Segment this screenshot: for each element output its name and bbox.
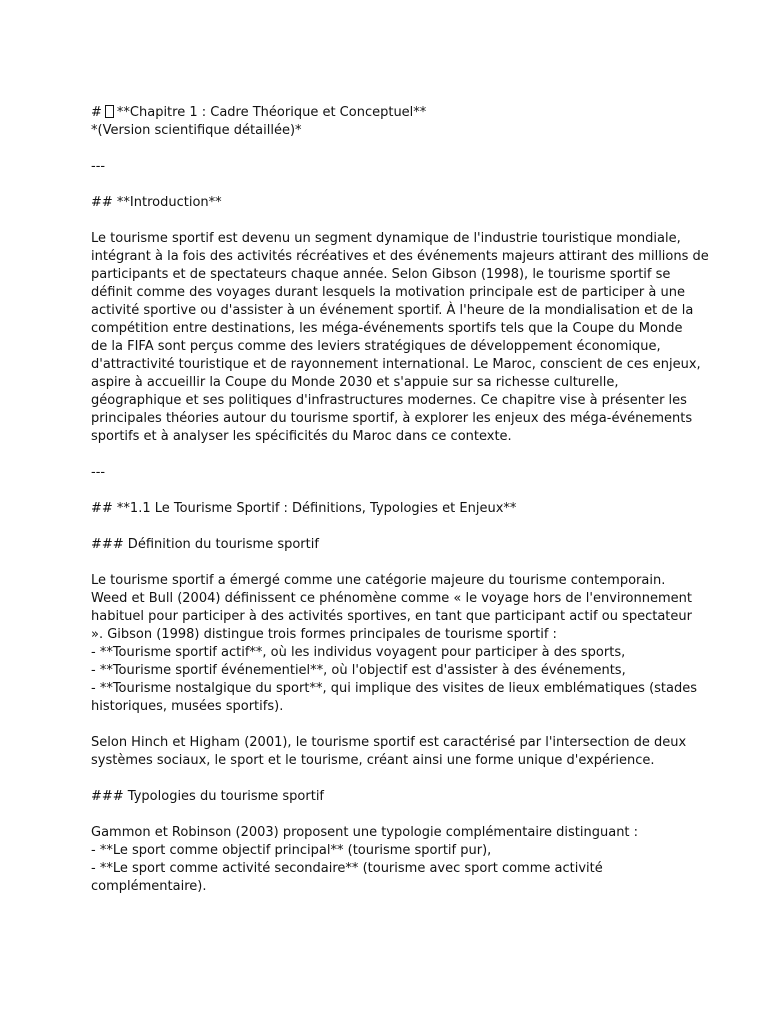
typologies-paragraph bbox=[91, 824, 691, 896]
text-line: activité sportive ou d'assister à un événement sportif. À l'heure de la mondialisation et de la bbox=[91, 303, 694, 318]
text-line: participants et de spectateurs chaque année. Selon Gibson (1998), le tourisme sportif se bbox=[91, 267, 671, 282]
text-line: de la FIFA sont perçus comme des leviers stratégiques de développement économique, bbox=[91, 339, 661, 354]
title-text: **Chapitre 1 : Cadre Théorique et Conceptuel** bbox=[116, 105, 427, 120]
text-line: principales théories autour du tourisme sportif, à explorer les enjeux des méga-événements bbox=[91, 411, 693, 426]
text-line: systèmes sociaux, le sport et le tourisme, créant ainsi une forme unique d'expérience. bbox=[91, 753, 655, 768]
chapter-subtitle: *(Version scientifique détaillée)* bbox=[91, 123, 302, 138]
text-line: intégrant à la fois des activités récréatives et des événements majeurs attirant des millions de bbox=[91, 249, 709, 264]
chapter-title bbox=[91, 104, 691, 122]
definition-paragraph bbox=[91, 572, 698, 716]
section-1-1-heading: ## **1.1 Le Tourisme Sportif : Définitions, Typologies et Enjeux** bbox=[91, 501, 517, 516]
title-prefix: # bbox=[91, 105, 102, 120]
text-line: Weed et Bull (2004) définissent ce phénomène comme « le voyage hors de l'environnement bbox=[91, 591, 692, 606]
introduction-paragraph bbox=[91, 230, 709, 446]
text-line: compétition entre destinations, les méga-événements sportifs tels que la Coupe du Monde bbox=[91, 321, 683, 336]
hinch-higham-paragraph bbox=[91, 734, 691, 770]
introduction-heading: ## **Introduction** bbox=[91, 195, 222, 210]
text-line: ». Gibson (1998) distingue trois formes principales de tourisme sportif : bbox=[91, 627, 557, 642]
list-item: - **Le sport comme activité secondaire** (tourisme avec sport comme activité bbox=[91, 861, 603, 876]
missing-glyph-box-icon bbox=[105, 105, 114, 118]
list-item: - **Tourisme sportif événementiel**, où l'objectif est d'assister à des événements, bbox=[91, 663, 626, 678]
document-page bbox=[91, 104, 709, 896]
text-line: Le tourisme sportif est devenu un segment dynamique de l'industrie touristique mondiale, bbox=[91, 231, 681, 246]
list-item: - **Tourisme nostalgique du sport**, qui implique des visites de lieux emblématiques (stades bbox=[91, 681, 698, 696]
text-line: d'attractivité touristique et de rayonnement international. Le Maroc, conscient de ces enjeux, bbox=[91, 357, 701, 372]
text-line: géographique et ses politiques d'infrastructures modernes. Ce chapitre vise à présenter les bbox=[91, 393, 687, 408]
list-item: - **Le sport comme objectif principal** (tourisme sportif pur), bbox=[91, 843, 492, 858]
list-item: - **Tourisme sportif actif**, où les individus voyagent pour participer à des sports, bbox=[91, 645, 626, 660]
typologies-heading: ### Typologies du tourisme sportif bbox=[91, 789, 325, 804]
text-line: sportifs et à analyser les spécificités du Maroc dans ce contexte. bbox=[91, 429, 512, 444]
text-line: historiques, musées sportifs). bbox=[91, 699, 284, 714]
separator-1: --- bbox=[91, 159, 106, 174]
text-line: définit comme des voyages durant lesquels la motivation principale est de participer à une bbox=[91, 285, 685, 300]
text-line: aspire à accueillir la Coupe du Monde 2030 et s'appuie sur sa richesse culturelle, bbox=[91, 375, 619, 390]
text-line: complémentaire). bbox=[91, 879, 207, 894]
definition-heading: ### Définition du tourisme sportif bbox=[91, 537, 319, 552]
text-line: habituel pour participer à des activités sportives, en tant que participant actif ou spectateur bbox=[91, 609, 692, 624]
separator-2: --- bbox=[91, 465, 106, 480]
text-line: Selon Hinch et Higham (2001), le tourisme sportif est caractérisé par l'intersection de deux bbox=[91, 735, 687, 750]
text-line: Gammon et Robinson (2003) proposent une typologie complémentaire distinguant : bbox=[91, 825, 639, 840]
text-line: Le tourisme sportif a émergé comme une catégorie majeure du tourisme contemporain. bbox=[91, 573, 666, 588]
